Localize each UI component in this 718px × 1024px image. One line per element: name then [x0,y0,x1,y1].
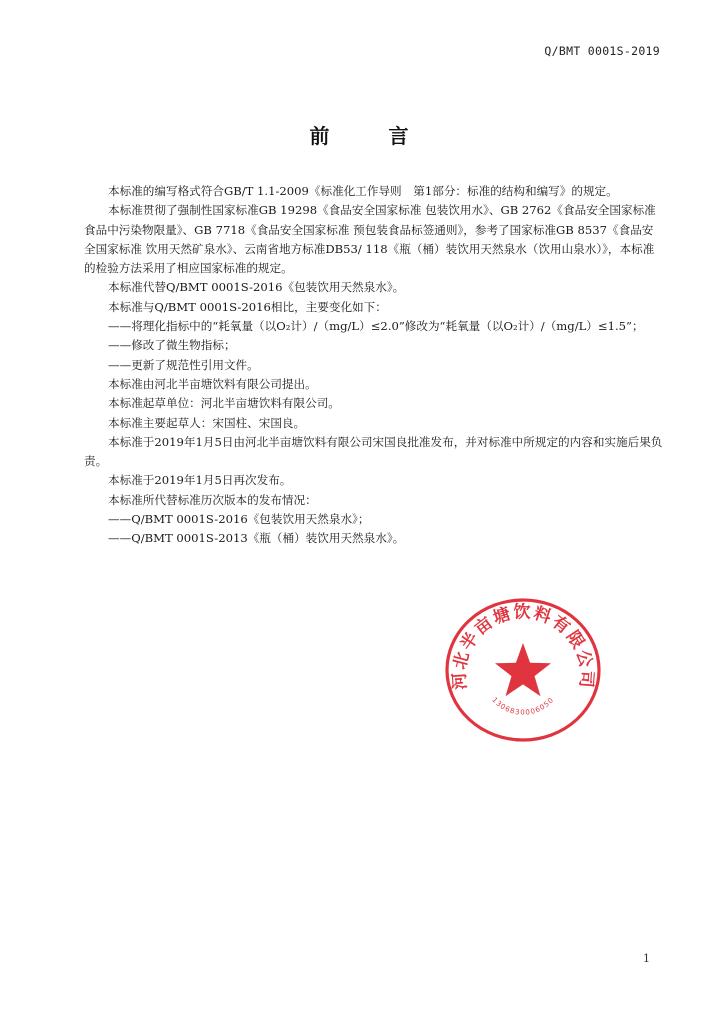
paragraph-referenced-standards: 本标准贯彻了强制性国家标准GB 19298《食品安全国家标准 包装饮用水》、GB 2762《食品安全国家标准 食品中污染物限量》、GB 7718《食品安全国家标准 预包装食品标签通则》，参考了国家标准GB 8537《食品安全国家标准 饮用天然矿泉水》、云南省地方标准DB53/ 118《瓶（桶）装饮用天然泉水（饮用山泉水）》，本标准的检验方法采用了相应国家标准的规定。 [84,203,656,276]
history-item-2013: ——Q/BMT 0001S-2013《瓶（桶）装饮用天然泉水》。 [108,531,405,546]
star-icon [495,643,551,696]
seal-company-name: 河北半亩塘饮料有限公司 [449,602,597,691]
page-title: 前 言 [309,124,435,148]
company-seal [442,596,604,744]
foreword-body [84,182,664,549]
document-code: Q/BMT 0001S-2019 [544,44,660,58]
page-number: 1 [643,952,650,965]
paragraph-drafting-unit: 本标准起草单位：河北半亩塘饮料有限公司。 [108,396,340,411]
paragraph-approval: 本标准于2019年1月5日由河北半亩塘饮料有限公司宋国良批准发布，并对标准中所规定的内容和实施后果负责。 [84,434,663,469]
paragraph-format: 本标准的编写格式符合GB/T 1.1-2009《标准化工作导则 第1部分：标准的结构和编写》的规定。 [108,184,618,198]
paragraph-replaces: 本标准代替Q/BMT 0001S-2016《包装饮用天然泉水》。 [108,280,405,295]
paragraph-history-intro: 本标准所代替标准历次版本的发布情况： [108,492,317,507]
paragraph-republished: 本标准于2019年1月5日再次发布。 [108,473,292,488]
change-item-oxygen: ——将理化指标中的“耗氧量（以O₂计）/（mg/L）≤2.0”修改为“耗氧量（以O₂计）/（mg/L）≤1.5”； [108,319,644,334]
change-item-references: ——更新了规范性引用文件。 [108,357,259,372]
history-item-2016: ——Q/BMT 0001S-2016《包装饮用天然泉水》； [108,512,370,527]
paragraph-drafters: 本标准主要起草人：宋国柱、宋国良。 [108,415,306,430]
paragraph-proposer: 本标准由河北半亩塘饮料有限公司提出。 [108,376,317,391]
change-item-microbial: ——修改了微生物指标； [108,338,236,353]
paragraph-changes-intro: 本标准与Q/BMT 0001S-2016相比，主要变化如下： [108,299,387,314]
seal-code: 1306830006050 [490,695,556,717]
